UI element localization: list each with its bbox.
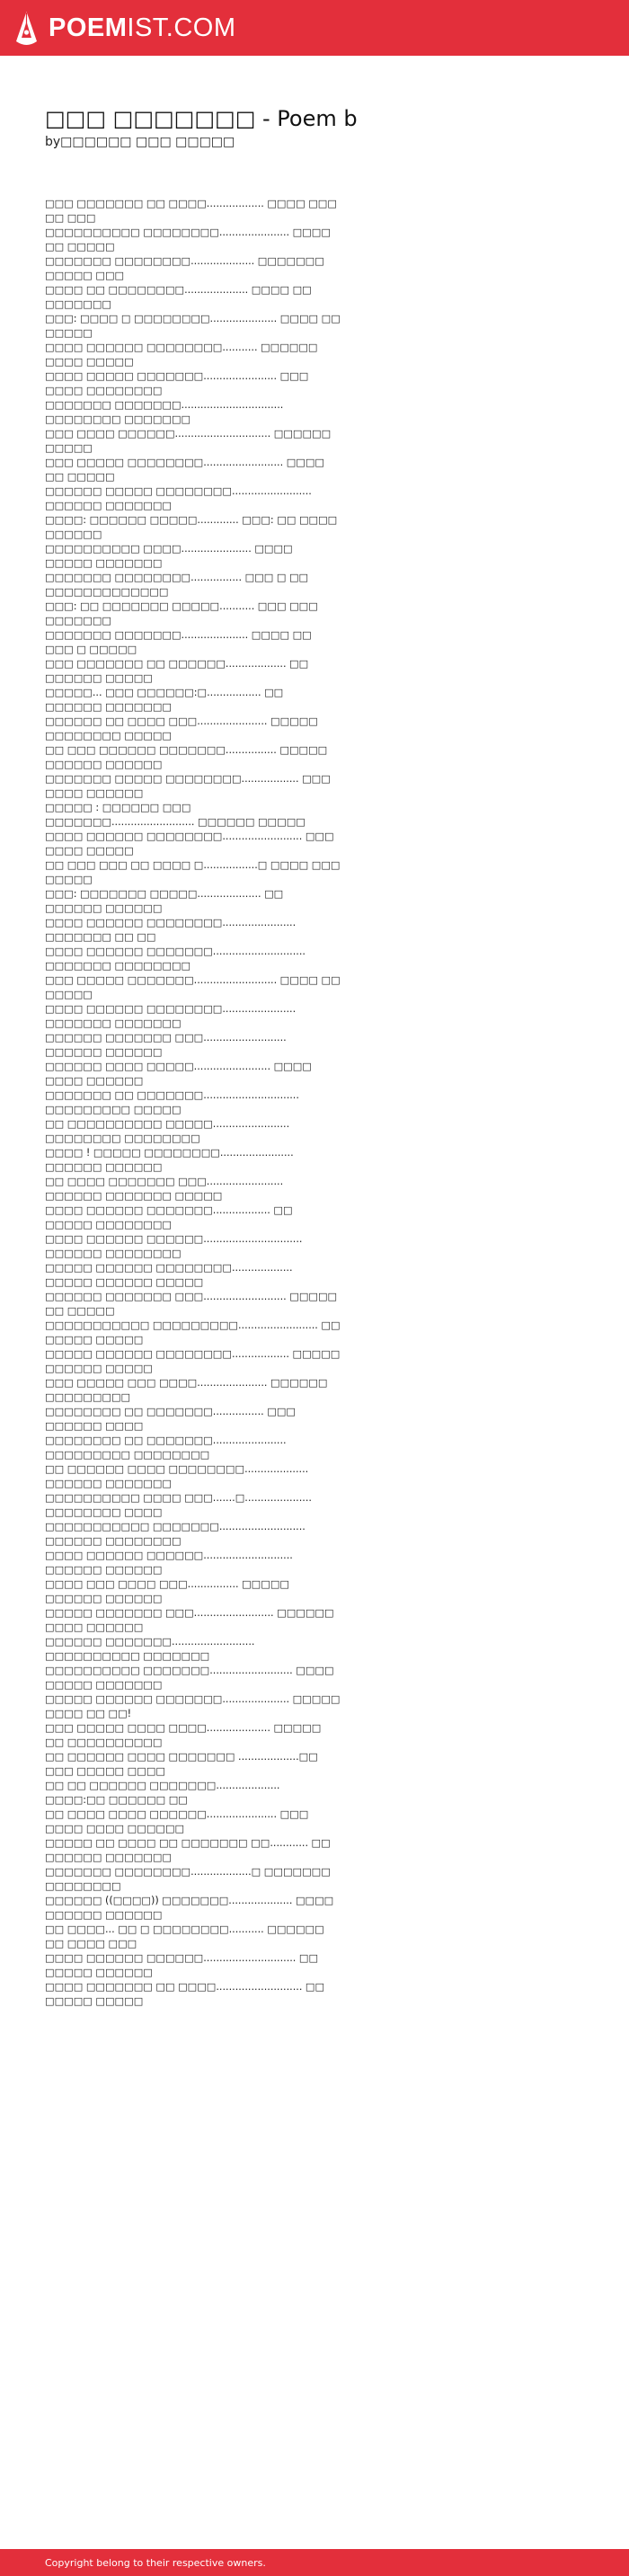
poem-line: □□□ □□□□□□□ □□ □□□□□□................... □□ □□□□□□ □□□□□ [45, 658, 309, 684]
poem-line: □□□□□ □□□□□□ □□□□□□□□.................. □□□□□ □□□□□□ □□□□□ [45, 1348, 341, 1374]
site-footer [0, 2549, 629, 2576]
pen-nib-icon[interactable] [15, 11, 38, 45]
poem-line: □□□ □□□□□ □□□□□□□□......................... □□□□ □□ □□□□□ [45, 457, 324, 483]
poem-line: □□ □□ □□□□□□ □□□□□□□.................... □□□□:□□ □□□□□□ □□ [45, 1780, 280, 1806]
poem-line: □□□□□□□□ □□ □□□□□□□................ □□□ □□□□□□ □□□□ [45, 1406, 296, 1432]
poem-line: □□□□□□ □□□□□ □□□□□□□□......................... □□□□□□ □□□□□□□ [45, 485, 312, 511]
poem-line: □□□□□□□□□□□ □□□□□□□□□......................... □□ □□□□□ □□□□□ [45, 1319, 341, 1346]
poem-line: □□□□ □□□□□□ □□□□□□□□........... □□□□□□ □□□□ □□□□□ [45, 342, 318, 368]
poem-line: □□□□□□□□□□ □□□□ □□□.......□..................... □□□□□□□□ □□□□ [45, 1492, 312, 1518]
poem-line: □□□ □□□□□ □□□ □□□□...................... □□□□□□ □□□□□□□□□ [45, 1377, 328, 1403]
poem-line: □□□□ □□□□□□ □□□□□□............................... □□□□□□ □□□□□□□□ [45, 1233, 303, 1259]
poem-line: □□□□□□□ □□□□□□□□................ □□□ □ □□ □□□□□□□□□□□□□ [45, 572, 309, 598]
poem-title: □□□ □□□□□□□ - Poem b [45, 106, 358, 131]
poem-line: □□□□□□ □□□□□□□.......................... □□□□□□□□□□ □□□□□□□ [45, 1636, 255, 1662]
poem-line: □□□□□□ □□□□□□□ □□□.......................... □□□□□ □□ □□□□□ [45, 1291, 338, 1317]
poem-line: □□□□□ □□□□□□ □□□□□□□..................... □□□□□ □□□□ □□ □□! [45, 1693, 341, 1719]
poem-line: □□□□□ □□□□□□ □□□□□□□□................... □□□□□ □□□□□□ □□□□□ [45, 1262, 293, 1288]
poem-line: □□□□ □□□□□ □□□□□□□....................... □□□ □□□□ □□□□□□□□ [45, 370, 309, 396]
poem-author: by□□□□□□ □□□ □□□□□ [45, 135, 235, 149]
poem-line: □□ □□□ □□□ □□ □□□□ □.................□ □□□□ □□□ □□□□□ [45, 859, 341, 885]
poem-line: □□□□: □□□□□□ □□□□□............. □□□: □□ □□□□ □□□□□□ [45, 514, 338, 540]
poem-line: □□□□□□□ □□□□□ □□□□□□□□.................. □□□ □□□□ □□□□□□ [45, 773, 331, 799]
copyright-text: Copyright belong to their respective owners. [45, 2556, 266, 2569]
poem-line: □□□□□ □□□□□□□ □□□......................... □□□□□□ □□□□ □□□□□□ [45, 1607, 334, 1633]
poem-line: □□□□ □□ □□□□□□□□.................... □□□□ □□ □□□□□□□ [45, 284, 312, 310]
poem-line: □□□□□ : □□□□□□ □□□ □□□□□□□.......................... □□□□□□ □□□□□ [45, 802, 306, 828]
poem-line: □□□□□□ □□□□ □□□□□........................ □□□□ □□□□ □□□□□□ [45, 1061, 312, 1087]
poem-line: □□□□□□□□□□ □□□□□□□□...................... □□□□ □□ □□□□□ [45, 227, 331, 253]
poem-line: □□□ □□□□□ □□□□□□□.......................... □□□□ □□ □□□□□ [45, 974, 341, 1000]
site-logo[interactable] [49, 15, 236, 41]
poem-line: □□□ □□□□ □□□□□□.............................. □□□□□□ □□□□□ [45, 428, 332, 454]
poem-line: □□□□□□□□□□□ □□□□□□□........................... □□□□□□ □□□□□□□□ [45, 1521, 306, 1547]
logo-text-bold: POEM [49, 13, 128, 42]
poem-line: □□□ □□□□□□□ □□ □□□□.................. □□□□ □□□ □□ □□□ [45, 198, 337, 224]
poem-line: □□□ □□□□□ □□□□ □□□□.................... □□□□□ □□ □□□□□□□□□□ [45, 1722, 322, 1748]
poem-line: □□□□□... □□□ □□□□□□:□................. □□ □□□□□□ □□□□□□□ [45, 687, 284, 713]
poem-line: □□□□ ! □□□□□ □□□□□□□□....................... □□□□□□ □□□□□□ [45, 1147, 294, 1173]
poem-line: □□□: □□□□□□□ □□□□□.................... □□ □□□□□□ □□□□□□ [45, 888, 284, 914]
poem-line: □□□□ □□□□□□ □□□□□□□□....................... □□□□□□□ □□ □□ [45, 917, 297, 943]
poem-line: □□□□ □□□□□□ □□□□□□............................ □□□□□□ □□□□□□ [45, 1550, 293, 1576]
poem-line: □□□□□□□ □□□□□□□..................... □□□□ □□ □□□ □ □□□□□ [45, 629, 312, 655]
poem-line: □□ □□□□□□□□□□ □□□□□........................ □□□□□□□□ □□□□□□□□ [45, 1118, 290, 1144]
poem-line: □□ □□□□□□ □□□□ □□□□□□□□.................... □□□□□□ □□□□□□□ [45, 1463, 309, 1489]
poem-line: □□□□□□ □□ □□□□ □□□...................... □□□□□ □□□□□□□□ □□□□□ [45, 715, 318, 742]
poem-line: □□ □□□□□□ □□□□ □□□□□□□ ...................□□ □□□ □□□□□ □□□□ [45, 1751, 318, 1777]
poem-line: □□□: □□□□ □ □□□□□□□□..................... □□□□ □□ □□□□□ [45, 313, 341, 339]
poem-line: □□□□ □□□ □□□□ □□□................ □□□□□ □□□□□□ □□□□□□ [45, 1578, 289, 1604]
poem-line: □□□□□□ □□□□□□□ □□□.......................... □□□□□□ □□□□□□ [45, 1032, 287, 1058]
poem-line: □□□□□□□ □□□□□□□................................ □□□□□□□□ □□□□□□□ [45, 399, 284, 425]
poem-line: □□□: □□ □□□□□□□ □□□□□........... □□□ □□□ □□□□□□□ [45, 600, 318, 626]
poem-line: □□□□ □□□□□□ □□□□□□□□......................... □□□ □□□□ □□□□□ [45, 831, 334, 857]
poem-line: □□ □□□ □□□□□□ □□□□□□□................ □□□□□ □□□□□□ □□□□□□ [45, 744, 328, 770]
poem-line: □□□□□□□ □□□□□□□□.................... □□□□□□□ □□□□□ □□□ [45, 255, 324, 281]
poem-line: □□□□ □□□□□□ □□□□□□............................. □□ □□□□□ □□□□□□ [45, 1952, 319, 1978]
poem-line: □□□□□□□□□□ □□□□...................... □□□□ □□□□□ □□□□□□□ [45, 543, 293, 569]
poem-line: □□□□□□□□□□ □□□□□□□.......................... □□□□ □□□□□ □□□□□□□ [45, 1665, 334, 1691]
poem-line: □□□□ □□□□□□ □□□□□□□............................. □□□□□□□ □□□□□□□□ [45, 946, 306, 972]
poem-line: □□□□□□ ((□□□□)) □□□□□□□.................... □□□□ □□□□□□ □□□□□□ [45, 1895, 334, 1921]
poem-line: □□ □□□□ □□□□□□□ □□□........................ □□□□□□ □□□□□□□ □□□□□ [45, 1176, 284, 1202]
poem-body [45, 197, 341, 2009]
poem-line: □□□□□ □□ □□□□ □□ □□□□□□□ □□............ □□ □□□□□□ □□□□□□□ [45, 1837, 331, 1863]
site-header [0, 0, 629, 56]
poem-line: □□□□ □□□□□□□ □□ □□□□........................... □□ □□□□□ □□□□□ [45, 1981, 325, 2007]
poem-line: □□□□□□□ □□ □□□□□□□.............................. □□□□□□□□□ □□□□□ [45, 1089, 299, 1115]
poem-line: □□□□ □□□□□□ □□□□□□□□....................... □□□□□□□ □□□□□□□ [45, 1003, 297, 1029]
poem-line: □□□□□□□ □□□□□□□□...................□ □□□□□□□ □□□□□□□□ [45, 1866, 331, 1892]
poem-line: □□ □□□□... □□ □ □□□□□□□□........... □□□□□□ □□ □□□□ □□□ [45, 1923, 324, 1950]
poem-line: □□□□□□□□ □□ □□□□□□□....................... □□□□□□□□□ □□□□□□□□ [45, 1435, 287, 1461]
poem-line: □□ □□□□ □□□□ □□□□□□...................... □□□ □□□□ □□□□ □□□□□□ [45, 1808, 309, 1834]
logo-text-rest: IST.COM [127, 13, 236, 42]
poem-line: □□□□ □□□□□□ □□□□□□□.................. □□ □□□□□ □□□□□□□□ [45, 1204, 293, 1230]
